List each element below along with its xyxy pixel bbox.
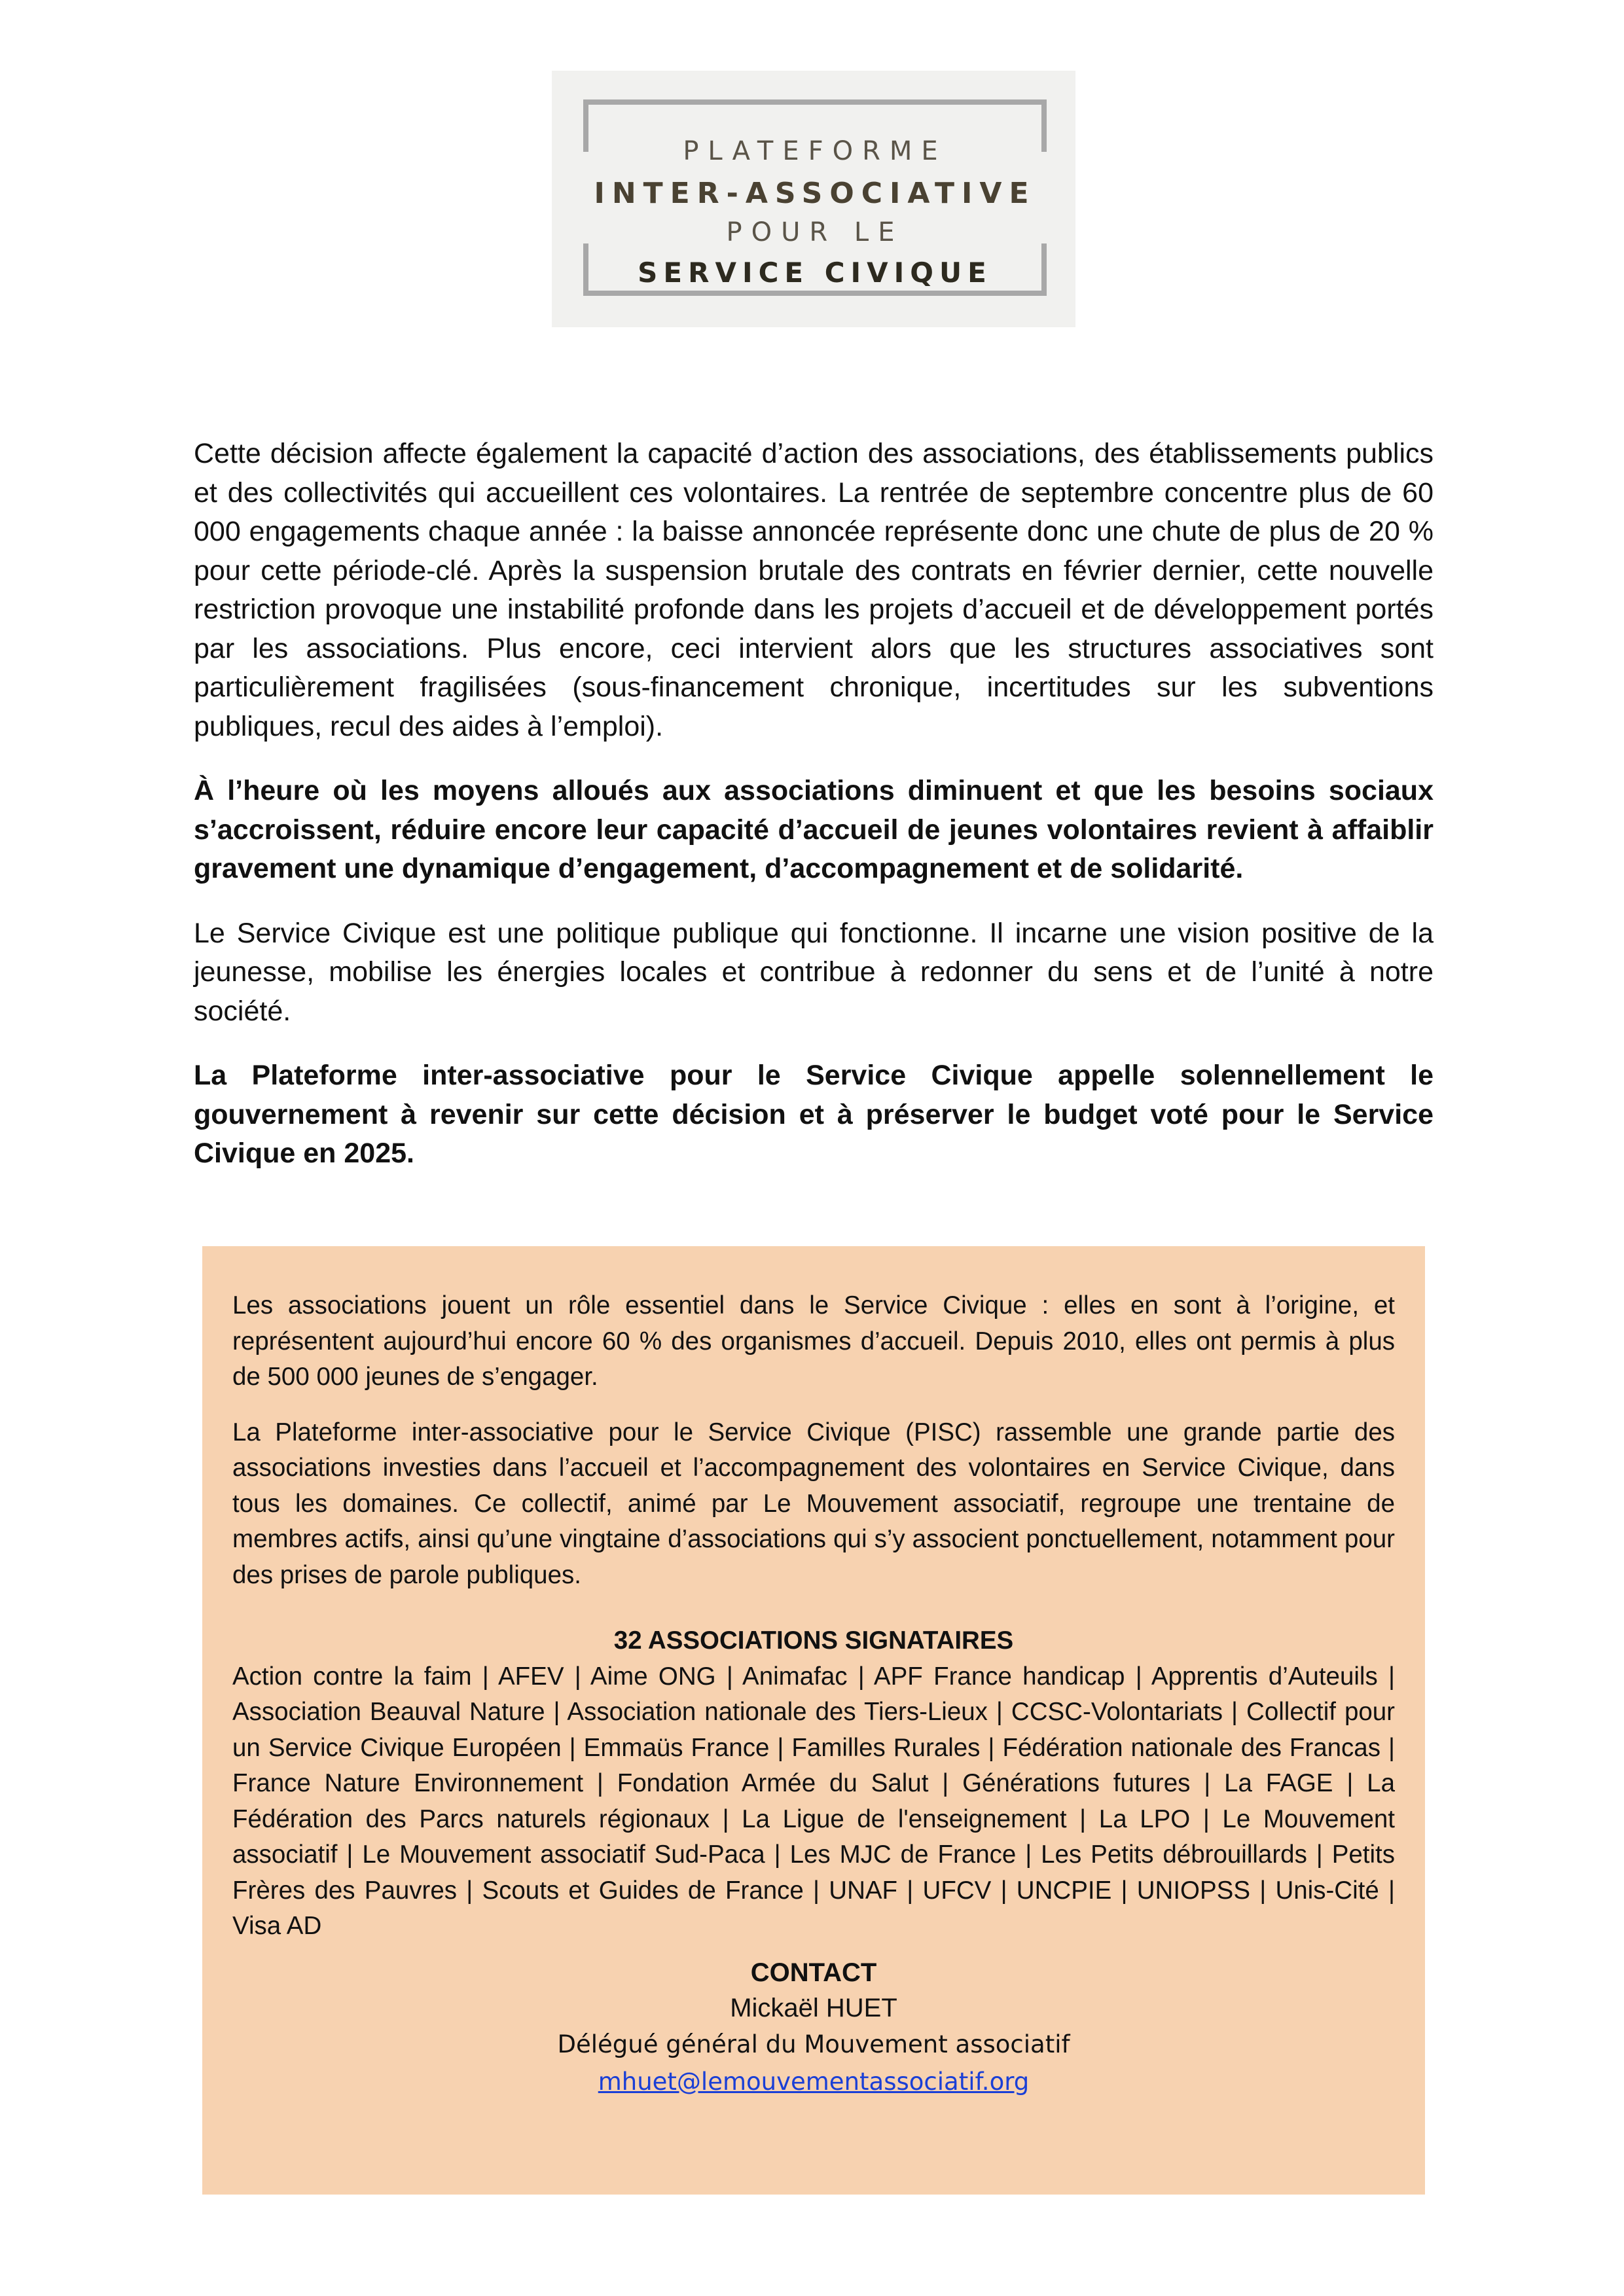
contact-role: Délégué général du Mouvement associatif (557, 2030, 1070, 2058)
body-paragraph-1: Cette décision affecte également la capacité d’action des associations, des établissements publics et des collectivités qui accueillent ces volontaires. La rentrée de septembre concentre plus de 60 000 engagements chaque année : la baisse annoncée représente donc une chute de plus de 20 % pour cette période-clé. Après la suspension brutale des contrats en février dernier, cette nouvelle restriction provoque une instabilité profonde dans les projets d’accueil et de développement portés par les associations. Plus encore, ceci intervient alors que les structures associatives sont particulièrement fragilisées (sous-financement chronique, incertitudes sur les subventions publiques, recul des aides à l’emploi). (194, 438, 1434, 742)
info-box-content (232, 1288, 1395, 2100)
logo (552, 71, 1075, 327)
contact-heading: CONTACT (750, 1958, 877, 1987)
info-box (202, 1246, 1425, 2195)
body-paragraph-3: Le Service Civique est une politique publique qui fonctionne. Il incarne une vision positive de la jeunesse, mobilise les énergies locales et contribue à redonner du sens et de l’unité à notre société. (194, 917, 1434, 1027)
info-paragraph-1: Les associations jouent un rôle essentiel dans le Service Civique : elles en sont à l’origine, et représentent aujourd’hui encore 60 % des organismes d’accueil. Depuis 2010, elles ont permis à plus de 500 000 jeunes de s’engager. (232, 1291, 1395, 1391)
body-paragraph-4: La Plateforme inter-associative pour le Service Civique appelle solennellement le gouvernement à revenir sur cette décision et à préserver le budget voté pour le Service Civique en 2025. (194, 1060, 1434, 1169)
signatories-list: Action contre la faim | AFEV | Aime ONG | Animafac | APF France handicap | Apprentis d’Auteuils | Association Beauval Nature | Association nationale des Tiers-Lieux | CCSC-Volontariats | Collectif pour un Service Civique Européen | Emmaüs France | Familles Rurales | Fédération nationale des Francas | France Nature Environnement | Fondation Armée du Salut | Générations futures | La FAGE | La Fédération des Parcs naturels régionaux | La Ligue de l'enseignement | La LPO | Le Mouvement associatif | Le Mouvement associatif Sud-Paca | Les MJC de France | Les Petits débrouillards | Petits Frères des Pauvres | Scouts et Guides de France | UNAF | UFCV | UNCPIE | UNIOPSS | Unis-Cité | Visa AD (232, 1662, 1395, 1940)
logo-frame (583, 99, 1047, 296)
contact-name: Mickaël HUET (730, 1993, 897, 2022)
logo-line-pour-le: POUR LE (726, 217, 904, 247)
logo-line-service-civique: SERVICE CIVIQUE (638, 257, 992, 289)
logo-line-inter-associative: INTER-ASSOCIATIVE (594, 177, 1036, 210)
contact-block (232, 1955, 1395, 2100)
main-body (194, 435, 1434, 1199)
body-paragraph-2: À l’heure où les moyens alloués aux associations diminuent et que les besoins sociaux s’accroissent, réduire encore leur capacité d’accueil de jeunes volontaires revient à affaiblir gravement une dynamique d’engagement, d’accompagnement et de solidarité. (194, 775, 1434, 884)
info-paragraph-2: La Plateforme inter-associative pour le Service Civique (PISC) rassemble une grande partie des associations investies dans l’accueil et l’accompagnement des volontaires en Service Civique, dans tous les domaines. Ce collectif, animé par Le Mouvement associatif, regroupe une trentaine de membres actifs, ainsi qu’une vingtaine d’associations qui s’y associent ponctuellement, notamment pour des prises de parole publiques. (232, 1418, 1395, 1589)
signatories-heading: 32 ASSOCIATIONS SIGNATAIRES (613, 1626, 1014, 1655)
logo-line-plateforme: PLATEFORME (683, 136, 947, 166)
contact-email-link[interactable]: mhuet@lemouvementassociatif.org (598, 2067, 1030, 2096)
